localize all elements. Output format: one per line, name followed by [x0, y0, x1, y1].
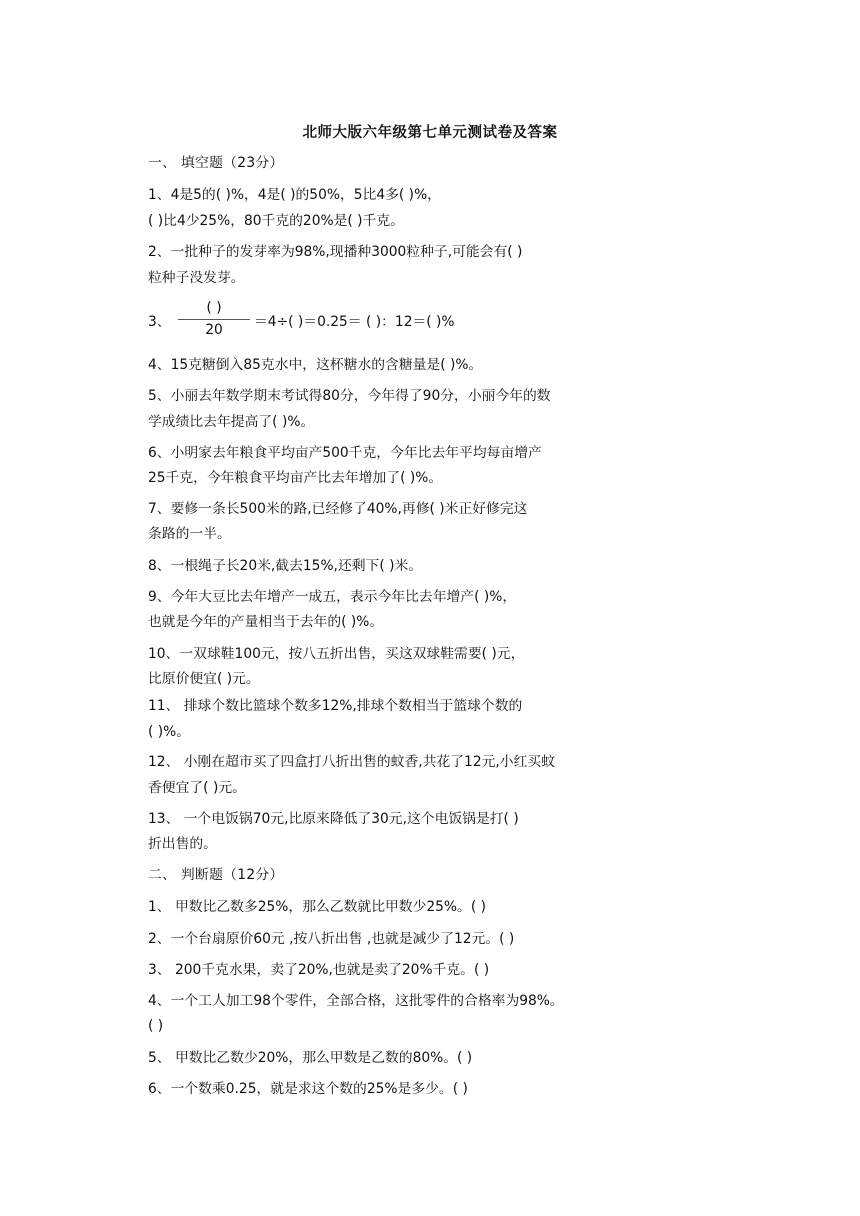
- question-line: 2、一个台扇原价60元 ,按八折出售 ,也就是减少了12元。( ): [148, 931, 515, 947]
- question-line: 5、 甲数比乙数少20%，那么甲数是乙数的80%。( ): [148, 1050, 473, 1066]
- question-line: 13、 一个电饭锅70元,比原来降低了30元,这个电饭锅是打( ): [148, 811, 519, 827]
- question-line: 3、 200千克水果，卖了20%,也就是卖了20%千克。( ): [148, 962, 490, 978]
- question-line: 香便宜了( )元。: [148, 780, 246, 796]
- question-line: 4、一个工人加工98个零件，全部合格，这批零件的合格率为98%。: [148, 993, 564, 1009]
- question-line: 粒种子没发芽。: [148, 270, 245, 286]
- question-line: 11、 排球个数比篮球个数多12%,排球个数相当于篮球个数的: [148, 698, 523, 714]
- question-line: 8、一根绳子长20米,截去15%,还剩下( )米。: [148, 558, 423, 574]
- question-line: 6、一个数乘0.25，就是求这个数的25%是多少。( ): [148, 1081, 468, 1097]
- question-3-rest: ＝4÷( )＝0.25＝ ( )：12＝( )%: [254, 314, 455, 330]
- fraction-numerator: ( ): [206, 300, 222, 316]
- fraction-denominator: 20: [205, 322, 223, 338]
- fraction-bar: [178, 319, 250, 320]
- question-line: ( )比4少25%，80千克的20%是( )千克。: [148, 213, 404, 229]
- question-line: ( )%。: [148, 724, 191, 740]
- question-line: 9、今年大豆比去年增产一成五，表示今年比去年增产( )%，: [148, 589, 517, 605]
- question-line: 5、小丽去年数学期末考试得80分，今年得了90分，小丽今年的数: [148, 388, 551, 404]
- question-line: 也就是今年的产量相当于去年的( )%。: [148, 614, 384, 630]
- question-line: 折出售的。: [148, 836, 217, 852]
- question-line: 2、一批种子的发芽率为98%,现播种3000粒种子,可能会有( ): [148, 244, 523, 260]
- question-line: 12、 小刚在超市买了四盒打八折出售的蚊香,共花了12元,小红买蚊: [148, 754, 555, 770]
- question-line: 6、小明家去年粮食平均亩产500千克，今年比去年平均每亩增产: [148, 445, 542, 461]
- question-line: 4、15克糖倒入85克水中，这杯糖水的含糖量是( )%。: [148, 357, 483, 373]
- question-line: 7、要修一条长500米的路,已经修了40%,再修( )米正好修完这: [148, 501, 528, 517]
- question-line: ( ): [148, 1018, 164, 1034]
- question-line: 1、 甲数比乙数多25%，那么乙数就比甲数少25%。( ): [148, 899, 486, 915]
- question-3-fraction: [148, 300, 748, 344]
- question-line: 10、一双球鞋100元，按八五折出售，买这双球鞋需要( )元，: [148, 646, 525, 662]
- section-heading-fill-blank: 一、 填空题（23分）: [148, 155, 284, 171]
- question-line: 学成绩比去年提高了( )%。: [148, 414, 315, 430]
- question-3-number: 3、: [148, 314, 171, 330]
- section-heading-true-false: 二、 判断题（12分）: [148, 867, 284, 883]
- question-line: 比原价便宜( )元。: [148, 671, 260, 687]
- question-line: 1、4是5的( )%，4是( )的50%，5比4多( )%，: [148, 187, 441, 203]
- question-line: 条路的一半。: [148, 526, 231, 542]
- page-title: 北师大版六年级第七单元测试卷及答案: [302, 125, 558, 141]
- question-line: 25千克，今年粮食平均亩产比去年增加了( )%。: [148, 470, 443, 486]
